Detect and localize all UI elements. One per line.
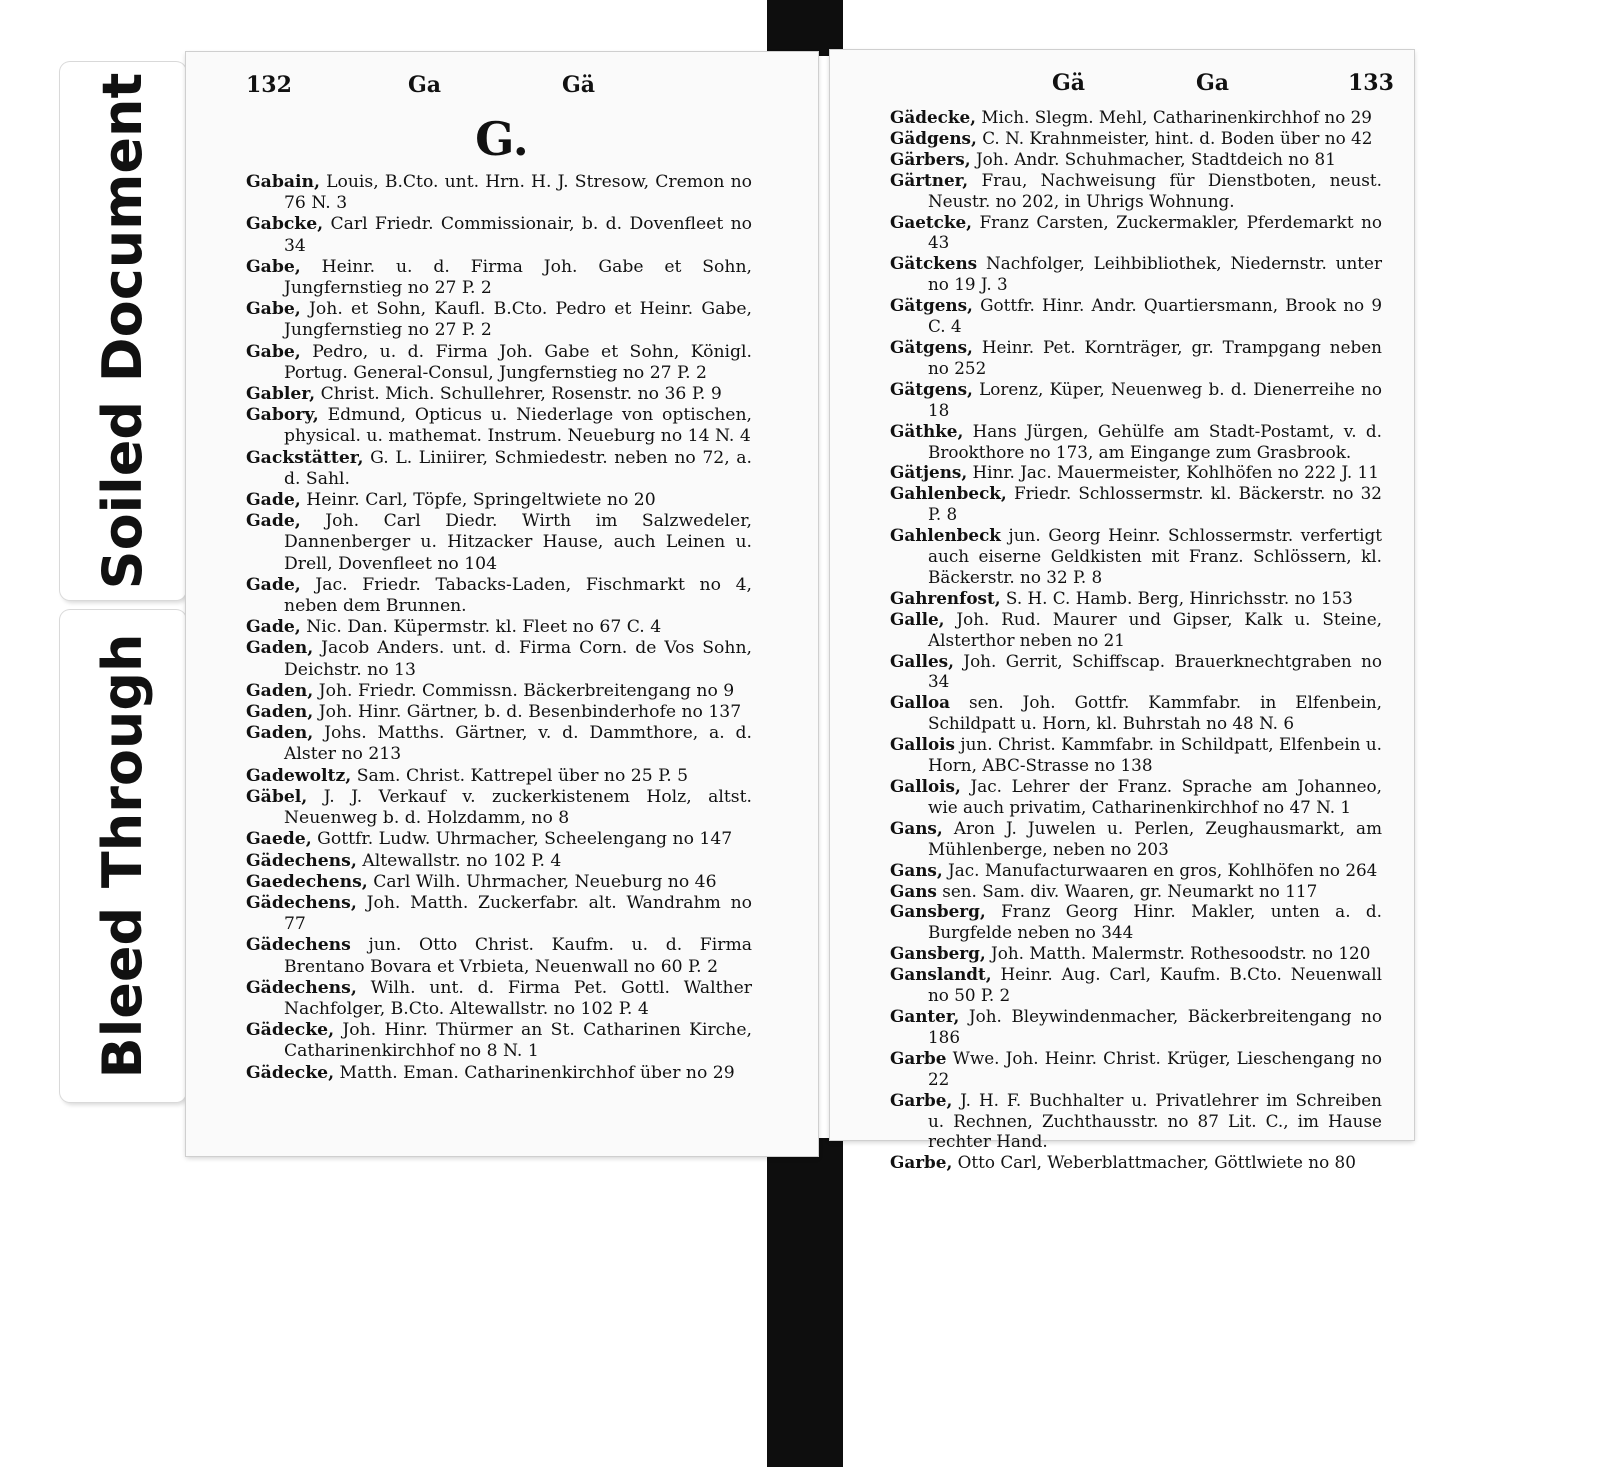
directory-entry [246, 893, 752, 935]
directory-entry [246, 766, 752, 787]
directory-entry [890, 483, 1382, 525]
entry-name: Gätjens, [890, 462, 968, 483]
directory-entry [890, 881, 1382, 902]
entry-name: Gabe, [246, 341, 301, 362]
entry-name: Gade, [246, 617, 301, 638]
spine-top-strip [767, 0, 843, 56]
entry-name: Garbe [890, 1047, 947, 1068]
directory-entry [890, 379, 1382, 421]
directory-entry [890, 609, 1382, 651]
entry-details: Aron J. Juwelen u. Perlen, Zeughausmarkt, am Mühlenberge, neben no 203 [928, 817, 1382, 859]
entry-name: Gärtner, [890, 169, 969, 190]
entry-details: Joh. Matth. Malermstr. Rothesoodstr. no 120 [991, 943, 1371, 964]
directory-entry [246, 681, 752, 702]
entry-details: Joh. Hinr. Gärtner, b. d. Besenbinderhofe no 137 [318, 702, 742, 723]
directory-entry [890, 1090, 1382, 1153]
entry-details: Friedr. Schlossermstr. kl. Bäckerstr. no 32 P. 8 [928, 483, 1382, 525]
entry-details: S. H. C. Hamb. Berg, Hinrichsstr. no 153 [1005, 587, 1353, 608]
entry-details: jun. Christ. Kammfabr. in Schildpatt, Elfenbein u. Horn, ABC-Strasse no 138 [928, 734, 1382, 776]
directory-entry [890, 776, 1382, 818]
entry-name: Ganter, [890, 1005, 960, 1026]
directory-entry [246, 575, 752, 617]
entry-name: Gansberg, [890, 901, 986, 922]
directory-entry [246, 829, 752, 850]
entry-details: Carl Friedr. Commissionair, b. d. Dovenfleet no 34 [284, 214, 752, 256]
entry-name: Ganslandt, [890, 964, 992, 985]
directory-entry [246, 214, 752, 256]
entry-details: Gottfr. Hinr. Andr. Quartiersmann, Brook no 9 C. 4 [928, 295, 1382, 337]
label-tab-bleed-through [60, 610, 186, 1102]
entry-details: Johs. Matths. Gärtner, v. d. Dammthore, a. d. Alster no 213 [284, 723, 752, 765]
label-bleed-through: Bleed Through [91, 633, 154, 1079]
entry-details: Heinr. u. d. Firma Joh. Gabe et Sohn, Jungfernstieg no 27 P. 2 [284, 256, 752, 299]
entry-details: Joh. Rud. Maurer und Gipser, Kalk u. Steine, Alsterthor neben no 21 [928, 608, 1382, 650]
entry-name: Gädecke, [246, 1062, 335, 1083]
entry-name: Gahlenbeck [890, 525, 1001, 546]
entry-name: Gaetcke, [890, 211, 972, 232]
entry-details: Joh. Andr. Schuhmacher, Stadtdeich no 81 [975, 148, 1336, 169]
right-entry-list [890, 107, 1382, 1173]
entry-name: Gansberg, [890, 943, 986, 964]
directory-entry [246, 978, 752, 1020]
left-entry-list [246, 172, 752, 1084]
side-labels [60, 62, 186, 1102]
entry-name: Gäbel, [246, 786, 308, 807]
entry-details: Nic. Dan. Küpermstr. kl. Fleet no 67 C. 4 [306, 617, 662, 638]
entry-name: Garbe, [890, 1089, 953, 1110]
entry-details: Joh. Gerrit, Schiffscap. Brauerknechtgraben no 34 [928, 650, 1383, 692]
directory-entry [890, 901, 1382, 943]
directory-entry [246, 723, 752, 765]
right-header-second: Ga [1196, 70, 1230, 96]
spine-bottom-strip [767, 1138, 843, 1467]
entry-details: jun. Georg Heinr. Schlossermstr. verfertigt auch eiserne Geldkisten mit Franz. Schlössern, kl. Bäckerstr. no 32 P. 8 [928, 525, 1382, 587]
entry-name: Gabe, [246, 299, 301, 320]
entry-details: jun. Otto Christ. Kaufm. u. d. Firma Brentano Bovara et Vrbieta, Neuenwall no 60 P. 2 [284, 935, 752, 977]
entry-details: Jac. Lehrer der Franz. Sprache am Johanneo, wie auch privatim, Catharinenkirchhof no 47 N. 1 [928, 776, 1382, 817]
entry-details: Jac. Manufacturwaaren en gros, Kohlhöfen no 264 [948, 859, 1378, 880]
entry-name: Gaden, [246, 702, 314, 723]
entry-details: C. N. Krahnmeister, hint. d. Boden über no 42 [982, 127, 1373, 148]
left-page [186, 52, 818, 1156]
entry-details: Franz Georg Hinr. Makler, unten a. d. Burgfelde neben no 344 [928, 901, 1382, 943]
entry-details: Carl Wilh. Uhrmacher, Neueburg no 46 [373, 871, 717, 892]
left-page-number: 132 [246, 72, 292, 98]
right-page-header [830, 70, 1414, 106]
entry-name: Gabler, [246, 384, 316, 405]
entry-name: Gätckens [890, 253, 978, 274]
entry-name: Gabcke, [246, 214, 324, 235]
directory-entry [890, 421, 1382, 463]
entry-details: Christ. Mich. Schullehrer, Rosenstr. no 36 P. 9 [320, 384, 722, 405]
entry-details: sen. Joh. Gottfr. Kammfabr. in Elfenbein, Schildpatt u. Horn, kl. Buhrstah no 48 N. 6 [928, 692, 1383, 734]
left-page-header [186, 72, 818, 108]
entry-details: Heinr. Carl, Töpfe, Springeltwiete no 20 [306, 490, 656, 511]
entry-details: Hans Jürgen, Gehülfe am Stadt-Postamt, v. d. Brookthore no 173, am Eingange zum Grasbrook. [928, 420, 1382, 462]
directory-entry [890, 525, 1382, 588]
entry-name: Gaedechens, [246, 871, 368, 892]
directory-entry [890, 295, 1382, 337]
entry-name: Gädecke, [890, 107, 976, 127]
entry-name: Gädechens, [246, 892, 357, 913]
entry-name: Gabe, [246, 256, 301, 277]
entry-name: Gädechens, [246, 977, 357, 998]
directory-entry [246, 299, 752, 341]
directory-entry [246, 617, 752, 638]
entry-details: sen. Sam. div. Waaren, gr. Neumarkt no 117 [942, 880, 1318, 901]
entry-details: Gottfr. Ludw. Uhrmacher, Scheelengang no 147 [317, 829, 733, 850]
entry-details: Matth. Eman. Catharinenkirchhof über no 29 [339, 1062, 735, 1083]
entry-name: Gans, [890, 817, 943, 838]
directory-entry [246, 172, 752, 214]
entry-details: J. H. F. Buchhalter u. Privatlehrer im Schreiben u. Rechnen, Zuchthausstr. no 87 Lit. C., im Hause rechter Hand. [928, 1089, 1382, 1152]
entry-details: Heinr. Pet. Kornträger, gr. Trampgang neben no 252 [928, 336, 1382, 378]
directory-entry [246, 490, 752, 511]
directory-entry [890, 1152, 1382, 1173]
directory-entry [890, 170, 1382, 212]
entry-details: Mich. Slegm. Mehl, Catharinenkirchhof no 29 [981, 107, 1372, 127]
entry-details: Sam. Christ. Kattrepel über no 25 P. 5 [356, 765, 689, 786]
entry-name: Gallois [890, 734, 955, 755]
entry-name: Gadewoltz, [246, 765, 352, 786]
entry-details: Joh. Friedr. Commissn. Bäckerbreitengang no 9 [318, 680, 735, 701]
entry-details: Otto Carl, Weberblattmacher, Göttlwiete no 80 [957, 1152, 1356, 1173]
directory-entry [246, 1063, 752, 1084]
entry-name: Gätgens, [890, 336, 973, 357]
entry-name: Gädechens, [246, 850, 357, 871]
entry-details: Wwe. Joh. Heinr. Christ. Krüger, Lieschengang no 22 [928, 1047, 1382, 1089]
directory-entry [246, 702, 752, 723]
entry-name: Garbe, [890, 1152, 953, 1173]
directory-entry [890, 128, 1382, 149]
directory-entry [890, 253, 1382, 295]
directory-entry [246, 851, 752, 872]
entry-name: Gäthke, [890, 420, 964, 441]
entry-details: Wilh. unt. d. Firma Pet. Gottl. Walther Nachfolger, B.Cto. Altewallstr. no 102 P. 4 [284, 977, 752, 1019]
directory-entry [246, 787, 752, 829]
entry-name: Gallois, [890, 776, 961, 796]
section-letter: G. [475, 112, 529, 166]
entry-details: Joh. Matth. Zuckerfabr. alt. Wandrahm no 77 [284, 892, 752, 935]
entry-details: G. L. Liniirer, Schmiedestr. neben no 72, a. d. Sahl. [284, 447, 752, 489]
left-header-second: Gä [562, 72, 596, 98]
directory-entry [890, 462, 1382, 483]
entry-details: Nachfolger, Leihbibliothek, Niedernstr. unter no 19 J. 3 [928, 253, 1382, 295]
directory-entry [246, 342, 752, 384]
entry-name: Gädgens, [890, 127, 977, 148]
left-header-first: Ga [408, 72, 442, 98]
entry-details: Jacob Anders. unt. d. Firma Corn. de Vos Sohn, Deichstr. no 13 [284, 638, 752, 680]
label-tab-soiled-document [60, 62, 186, 600]
entry-details: Joh. Bleywindenmacher, Bäckerbreitengang no 186 [928, 1005, 1382, 1047]
entry-name: Gädecke, [246, 1020, 335, 1041]
directory-entry [246, 257, 752, 299]
directory-entry [890, 964, 1382, 1006]
entry-details: Jac. Friedr. Tabacks-Laden, Fischmarkt no 4, neben dem Brunnen. [284, 574, 752, 617]
directory-entry [890, 651, 1382, 693]
directory-entry [246, 384, 752, 405]
directory-entry [890, 734, 1382, 776]
directory-entry [246, 448, 752, 490]
directory-entry [890, 1048, 1382, 1090]
entry-name: Gade, [246, 490, 301, 511]
directory-entry [890, 860, 1382, 881]
directory-entry [246, 405, 752, 447]
directory-entry [246, 872, 752, 893]
entry-details: Franz Carsten, Zuckermakler, Pferdemarkt no 43 [928, 211, 1382, 253]
entry-details: Louis, B.Cto. unt. Hrn. H. J. Stresow, Cremon no 76 N. 3 [284, 172, 752, 214]
entry-details: Altewallstr. no 102 P. 4 [362, 850, 562, 871]
right-header-first: Gä [1052, 70, 1086, 96]
entry-details: J. J. Verkauf v. zuckerkistenem Holz, altst. Neuenweg b. d. Holzdamm, no 8 [284, 786, 752, 829]
entry-name: Gaede, [246, 829, 312, 850]
entry-name: Gackstätter, [246, 447, 364, 468]
entry-name: Gans [890, 880, 937, 901]
right-page-number: 133 [1348, 70, 1394, 96]
directory-entry [890, 107, 1382, 128]
entry-details: Joh. Carl Diedr. Wirth im Salzwedeler, Dannenberger u. Hitzacker Hause, auch Leinen u. Drell, Dovenfleet no 104 [284, 511, 752, 574]
directory-entry [246, 1020, 752, 1062]
entry-name: Gahrenfost, [890, 587, 1001, 608]
entry-details: Edmund, Opticus u. Niederlage von optischen, physical. u. mathemat. Instrum. Neueburg no 14 N. 4 [284, 405, 752, 447]
entry-name: Gädechens [246, 935, 351, 956]
entry-details: Pedro, u. d. Firma Joh. Gabe et Sohn, Königl. Portug. General-Consul, Jungfernstieg no 27 P. 2 [284, 341, 752, 383]
entry-details: Hinr. Jac. Mauermeister, Kohlhöfen no 222 J. 11 [972, 462, 1379, 483]
entry-name: Gätgens, [890, 295, 973, 316]
entry-name: Gans, [890, 859, 943, 880]
label-soiled-document: Soiled Document [91, 72, 154, 590]
entry-details: Lorenz, Küper, Neuenweg b. d. Dienerreihe no 18 [928, 378, 1382, 420]
right-page [830, 50, 1414, 1173]
directory-entry [890, 692, 1382, 734]
entry-name: Galloa [890, 692, 951, 713]
directory-entry [890, 943, 1382, 964]
entry-name: Gabory, [246, 405, 319, 426]
directory-entry [890, 149, 1382, 170]
entry-name: Gärbers, [890, 148, 971, 169]
entry-name: Gahlenbeck, [890, 483, 1007, 504]
entry-name: Gaden, [246, 680, 314, 701]
entry-name: Galle, [890, 608, 945, 629]
entry-name: Gade, [246, 574, 301, 595]
entry-name: Gaden, [246, 723, 314, 744]
entry-name: Gätgens, [890, 378, 973, 399]
directory-entry [890, 337, 1382, 379]
directory-entry [890, 1006, 1382, 1048]
entry-name: Galles, [890, 650, 954, 671]
directory-entry [246, 935, 752, 977]
directory-entry [246, 638, 752, 680]
entry-details: Joh. Hinr. Thürmer an St. Catharinen Kirche, Catharinenkirchhof no 8 N. 1 [284, 1020, 753, 1062]
directory-entry [890, 818, 1382, 860]
directory-entry [890, 588, 1382, 609]
entry-details: Joh. et Sohn, Kaufl. B.Cto. Pedro et Heinr. Gabe, Jungfernstieg no 27 P. 2 [284, 299, 753, 341]
entry-details: Frau, Nachweisung für Dienstboten, neust. Neustr. no 202, in Uhrigs Wohnung. [928, 169, 1382, 211]
entry-name: Gabain, [246, 172, 320, 192]
entry-name: Gaden, [246, 638, 314, 659]
entry-details: Heinr. Aug. Carl, Kaufm. B.Cto. Neuenwall no 50 P. 2 [928, 964, 1382, 1006]
directory-entry [890, 212, 1382, 254]
directory-entry [246, 511, 752, 575]
entry-name: Gade, [246, 511, 301, 532]
